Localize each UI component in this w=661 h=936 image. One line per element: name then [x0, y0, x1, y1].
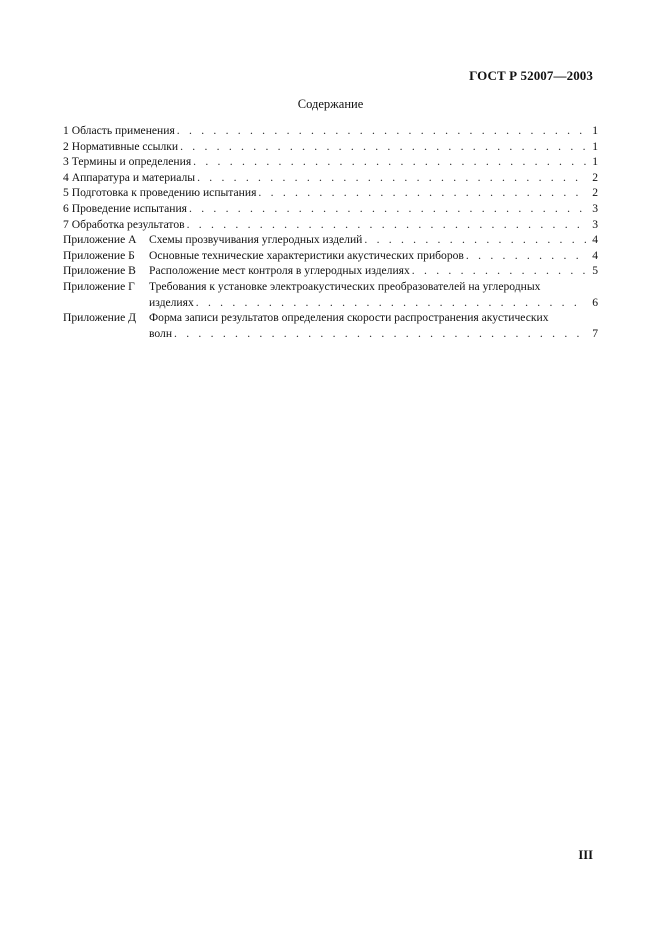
toc-page-number: 3 [592, 217, 598, 231]
dot-leader [174, 326, 586, 342]
toc-page-number: 3 [592, 201, 598, 215]
toc-entry-text: Требования к установке электроакустических преобразователей на углеродных [149, 279, 541, 293]
toc-page-number: 4 [592, 248, 598, 262]
toc-entry-text: 3 Термины и определения [63, 155, 192, 169]
toc-entry-text: 1 Область применения [63, 124, 175, 137]
dot-leader [258, 185, 586, 201]
document-code: ГОСТ Р 52007—2003 [469, 68, 593, 83]
toc-entry-2[interactable] [63, 139, 598, 155]
toc-page-number: 4 [592, 233, 598, 247]
appendix-label: Приложение В [63, 264, 136, 278]
toc-entry-text: Форма записи результатов определения скорости распространения акустических [149, 311, 549, 325]
toc-title: Содержание [297, 97, 364, 111]
toc-page-number: 1 [592, 155, 598, 169]
toc-page-number: 7 [592, 326, 598, 340]
dot-leader [189, 201, 586, 217]
toc-appendix-d[interactable] [63, 310, 598, 341]
toc-appendix-v[interactable] [63, 263, 598, 279]
dot-leader [196, 295, 586, 311]
toc-entry-text: 6 Проведение испытания [63, 201, 187, 215]
page-number: III [578, 848, 593, 862]
toc-page-number: 2 [592, 186, 598, 200]
dot-leader [364, 232, 586, 248]
table-of-contents [63, 123, 598, 341]
toc-entry-text-continued: волн [149, 326, 173, 340]
toc-appendix-a[interactable] [63, 232, 598, 248]
toc-entry-1[interactable] [63, 123, 598, 139]
toc-page-number: 5 [592, 264, 598, 278]
appendix-label: Приложение Г [63, 279, 135, 293]
toc-page-number: 1 [592, 139, 598, 153]
toc-entry-7[interactable] [63, 217, 598, 233]
toc-page-number: 6 [592, 295, 598, 309]
toc-page-number: 1 [592, 124, 598, 137]
toc-page-number: 2 [592, 170, 598, 184]
toc-entry-text: 4 Аппаратура и материалы [63, 170, 196, 184]
dot-leader [412, 263, 586, 279]
toc-entry-4[interactable] [63, 170, 598, 186]
appendix-label: Приложение А [63, 233, 137, 247]
toc-entry-6[interactable] [63, 201, 598, 217]
dot-leader [180, 139, 586, 155]
toc-entry-text: Расположение мест контроля в углеродных изделиях [149, 264, 410, 278]
dot-leader [466, 248, 586, 264]
toc-appendix-g[interactable] [63, 279, 598, 310]
toc-entry-text: Схемы прозвучивания углеродных изделий [149, 233, 363, 247]
toc-entry-3[interactable] [63, 154, 598, 170]
appendix-label: Приложение Б [63, 248, 135, 262]
toc-entry-text: Основные технические характеристики акустических приборов [149, 248, 464, 262]
appendix-label: Приложение Д [63, 311, 137, 325]
toc-entry-text-continued: изделиях [149, 295, 194, 309]
toc-entry-text: 2 Нормативные ссылки [63, 139, 179, 153]
dot-leader [177, 123, 586, 139]
toc-appendix-b[interactable] [63, 248, 598, 264]
toc-entry-text: 7 Обработка результатов [63, 217, 185, 231]
dot-leader [193, 154, 586, 170]
dot-leader [187, 217, 586, 233]
toc-entry-text: 5 Подготовка к проведению испытания [63, 186, 257, 200]
toc-entry-5[interactable] [63, 185, 598, 201]
dot-leader [197, 170, 586, 186]
